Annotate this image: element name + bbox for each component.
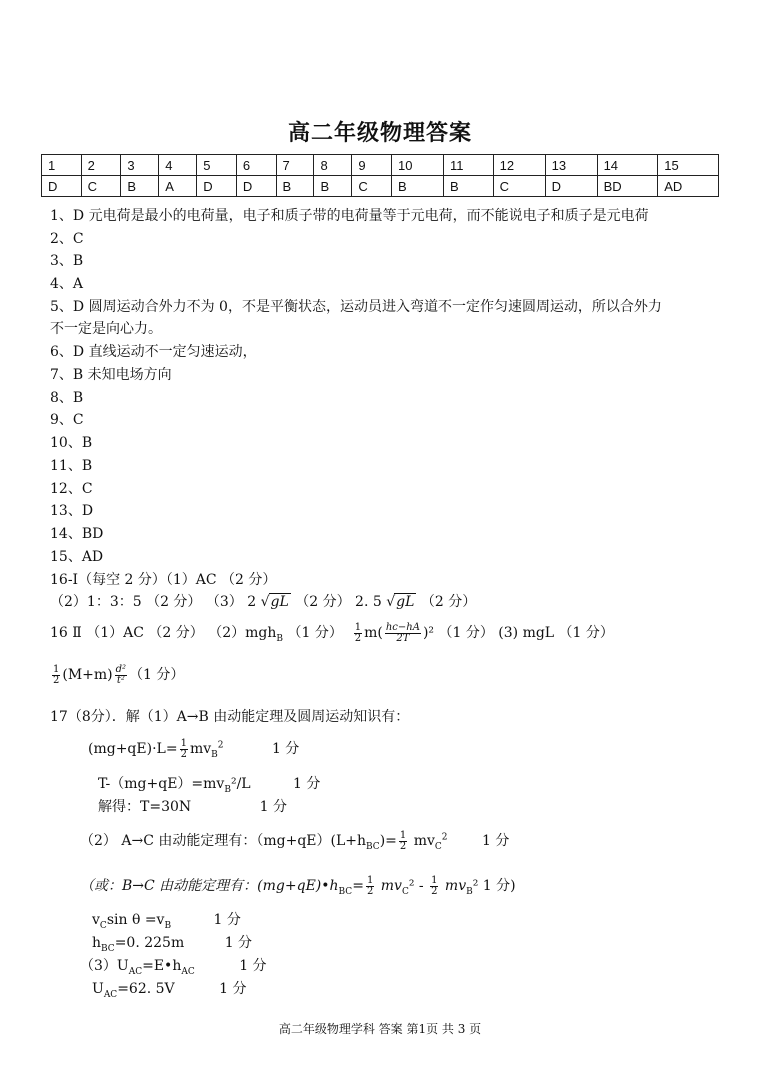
q16-part1-line1: 16-Ⅰ（每空 2 分）（1）AC （2 分） — [50, 572, 277, 588]
answer-cell: B — [314, 176, 352, 197]
q17-eq6-sub2: B — [164, 920, 172, 931]
q17-eq4-sub2: C — [434, 841, 442, 852]
question-number-cell: 5 — [197, 155, 237, 176]
answer-cell: AD — [658, 176, 719, 197]
explanation-q10: 10、B — [50, 435, 93, 451]
explanation-q5-cont: 不一定是向心力。 — [50, 321, 162, 337]
q17-eq9-right: =62. 5V — [117, 981, 175, 997]
fraction-half: $\frac{1}{2}$ — [354, 621, 362, 644]
fraction-half: $\frac{1}{2}$ — [431, 874, 438, 897]
explanation-q13: 13、D — [50, 503, 94, 519]
q17-eq1-points: 1 分 — [271, 741, 300, 757]
q17-heading: 17（8分）．解（1）A→B 由动能定理及圆周运动知识有： — [50, 709, 410, 725]
q17-eq3-points: 1 分 — [259, 799, 287, 815]
answer-cell: B — [444, 176, 494, 197]
q17-eq8-left: （3）U — [80, 958, 129, 974]
explanation-q6: 6、D 直线运动不一定匀速运动， — [50, 344, 257, 360]
explanation-q3: 3、B — [50, 253, 84, 269]
q17-eq5-sub2: C — [401, 886, 409, 897]
q17-eq2-right: ²/L — [230, 776, 251, 792]
question-number-cell: 6 — [236, 155, 276, 176]
explanation-q1: 1、D 元电荷是最小的电荷量，电子和质子带的电荷量等于元电荷，而不能说电子和质子是元电荷 — [50, 208, 649, 224]
page-footer: 高二年级物理学科 答案 第1页 共 3 页 — [278, 1022, 482, 1036]
question-number-cell: 2 — [81, 155, 121, 176]
q16-part2-m: m( — [364, 625, 383, 641]
q17-eq5-sub3: B — [466, 886, 473, 897]
q17-eq6-left: v — [92, 912, 100, 928]
fraction-half: $\frac{1}{2}$ — [399, 829, 407, 852]
question-number-cell: 1 — [42, 155, 82, 176]
q17-eq6-points: 1 分 — [213, 912, 241, 928]
q16-part1-text-c: （2 分） — [420, 594, 477, 610]
question-number-cell: 10 — [392, 155, 444, 176]
answer-cell: C — [493, 176, 545, 197]
explanation-q15: 15、AD — [50, 549, 104, 565]
answer-cell: C — [81, 176, 121, 197]
q17-eq5-points: ² 1 分) — [472, 878, 516, 894]
q17-eq7-sub: BC — [101, 943, 115, 954]
q17-eq5-sub: BC — [338, 886, 353, 897]
q17-eq8-sub2: AC — [181, 966, 195, 977]
q17-eq1-left: (mg+qE)·L= — [88, 741, 178, 757]
q17-eq3 — [98, 796, 287, 816]
q17-eq1-sub: B — [211, 749, 218, 760]
answer-cell: D — [197, 176, 237, 197]
answer-cell: A — [159, 176, 197, 197]
fraction-velocity: $\frac{hc-hA}{2T}$ — [385, 621, 420, 644]
q16-part1-text-a: （2）1：3：5 （2 分） （3） 2 — [50, 594, 257, 610]
q17-eq6 — [92, 909, 241, 931]
q17-eq5-left: （或：B→C 由动能定理有：(mg+qE)•h — [80, 878, 339, 894]
q17-eq4-left: （2） A→C 由动能定理有：（mg+qE）(L+h — [80, 833, 367, 849]
q16-part2-line2 — [50, 664, 184, 686]
explanation-q2: 2、C — [50, 231, 84, 247]
q17-eq2-sub: B — [224, 784, 231, 795]
question-number-cell: 13 — [545, 155, 597, 176]
q17-eq4-points: 1 分 — [481, 833, 510, 849]
question-number-cell: 7 — [276, 155, 314, 176]
q17-eq4: （2） A→C 由动能定理有：$(mg+qE)(L+h_{BC})=$ $\frac{1}{2}$ $mv_C^2$ 1 分 — [80, 829, 510, 852]
q17-eq3-text: 解得：T=30N — [98, 799, 192, 815]
q17-eq7-points: 1 分 — [224, 935, 253, 951]
explanation-q8: 8、B — [50, 390, 84, 406]
q16-part1-text-b: （2 分） 2. 5 — [295, 594, 382, 610]
q17-eq6-mid: sin θ =v — [106, 912, 165, 928]
q16-part1-line2: （2）1：3：5 （2 分） （3） 2 √gL （2 分） 2. 5 √gL （2 分） — [50, 594, 477, 610]
explanation-q11: 11、B — [50, 458, 93, 474]
fraction-half: $\frac{1}{2}$ — [53, 663, 60, 686]
question-number-cell: 11 — [444, 155, 494, 176]
q17-eq6-sub: C — [99, 920, 107, 931]
q17-eq2-points: 1 分 — [293, 776, 321, 792]
explanation-q14: 14、BD — [50, 526, 104, 542]
answer-cell: B — [121, 176, 159, 197]
q17-eq1: (mg+qE)·L= $\frac{1}{2}$ $mv_B^2$ 1 分 — [88, 737, 300, 760]
fraction-half: $\frac{1}{2}$ — [180, 737, 187, 760]
question-number-cell: 9 — [352, 155, 392, 176]
q17-eq8-mid: =E•h — [142, 958, 182, 974]
explanation-q9: 9、C — [50, 412, 84, 428]
answer-table-number-row — [42, 155, 719, 176]
page-title: 高二年级物理答案 — [287, 120, 472, 146]
answer-cell: C — [352, 176, 392, 197]
answer-cell: D — [42, 176, 82, 197]
q17-eq2-left: T-（mg+qE）=mv — [98, 776, 225, 792]
q17-eq7-right: =0. 225m — [114, 935, 185, 951]
q17-eq8-sub: AC — [128, 966, 143, 977]
q16-part2-line1 — [50, 622, 614, 644]
answer-cell: D — [236, 176, 276, 197]
question-number-cell: 15 — [658, 155, 719, 176]
explanation-q12: 12、C — [50, 481, 93, 497]
answer-cell: D — [545, 176, 597, 197]
explanation-q7: 7、B 未知电场方向 — [50, 367, 172, 383]
q17-eq9-left: U — [92, 981, 104, 997]
q17-eq5-term2: mv — [444, 878, 467, 894]
sqrt-gl-2: gL — [396, 594, 415, 610]
q17-eq7 — [92, 932, 252, 954]
question-number-cell: 14 — [597, 155, 658, 176]
q17-eq5-term1: mv — [380, 878, 402, 894]
q16-part2-text-c: （1 分） (3) mgL （1 分） — [438, 625, 614, 641]
q17-eq7-left: h — [92, 935, 102, 951]
question-number-cell: 3 — [121, 155, 159, 176]
q17-eq5-mid: = — [352, 878, 364, 894]
q17-eq4-right: mv — [413, 833, 435, 849]
q16-part2-square: )² — [422, 625, 435, 641]
q17-eq9-sub: AC — [103, 989, 118, 1000]
fraction-d-t: $\frac{\text{d²}}{\text{t²}}$ — [115, 663, 127, 686]
q16-part2-text-b: （1 分） — [287, 625, 343, 641]
q17-eq2 — [98, 773, 320, 795]
q17-eq8-points: 1 分 — [239, 958, 267, 974]
answer-cell: BD — [597, 176, 658, 197]
fraction-half: $\frac{1}{2}$ — [366, 874, 374, 897]
q16-part2-sub: B — [276, 633, 284, 644]
answer-table-answer-row — [42, 176, 719, 197]
answer-cell: B — [276, 176, 314, 197]
q16-part2-cont-post: （1 分） — [129, 667, 185, 683]
q17-eq9-points: 1 分 — [219, 981, 247, 997]
q17-eq1-right: mv — [189, 741, 212, 757]
q17-eq8 — [80, 955, 267, 977]
question-number-cell: 12 — [493, 155, 545, 176]
q16-part2-mass: (M+m) — [62, 667, 113, 683]
answer-table — [41, 154, 719, 197]
explanation-q4: 4、A — [50, 276, 84, 292]
q17-eq5 — [80, 875, 516, 897]
question-number-cell: 8 — [314, 155, 352, 176]
q17-eq4-sub: BC — [366, 841, 380, 852]
q17-eq5-minus: ² - — [408, 878, 424, 894]
q17-eq4-mid: )= — [379, 833, 397, 849]
answer-cell: B — [392, 176, 444, 197]
explanation-q5: 5、D 圆周运动合外力不为 0，不是平衡状态，运动员进入弯道不一定作匀速圆周运动，所以合外力 — [50, 299, 662, 315]
question-number-cell: 4 — [159, 155, 197, 176]
q17-eq9 — [92, 978, 246, 1000]
q16-part2-text-a: 16 Ⅱ （1）AC （2 分） （2）mgh — [50, 625, 277, 641]
sqrt-gl: gL — [270, 594, 289, 610]
